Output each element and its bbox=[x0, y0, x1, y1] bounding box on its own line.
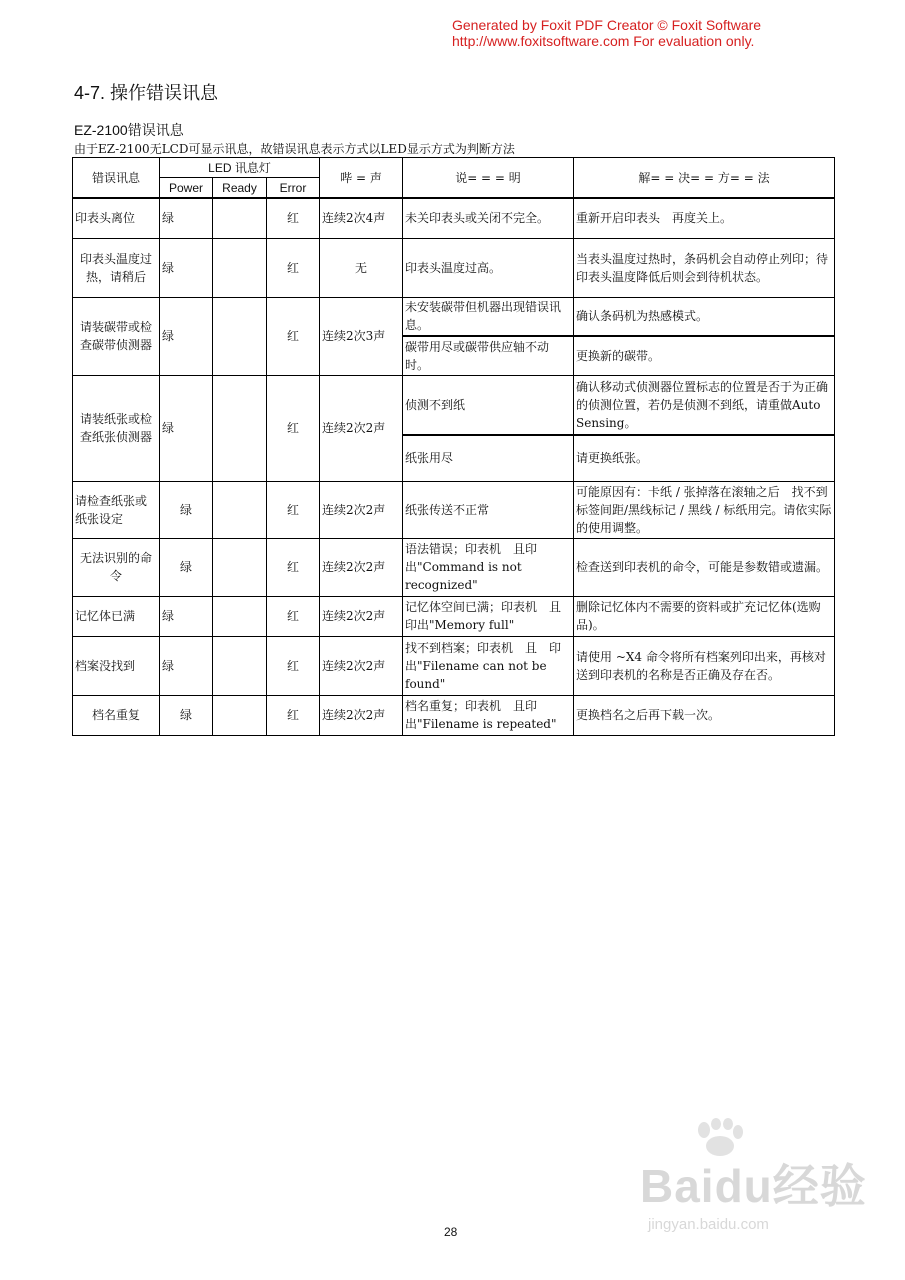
header-beep: 哔 = 声 bbox=[320, 158, 403, 199]
ready-cell bbox=[213, 238, 267, 297]
watermark-brand: Baidu经验 bbox=[640, 1160, 867, 1212]
solution-cell: 检查送到印表机的命令，可能是参数错或遗漏。 bbox=[574, 538, 835, 596]
error-msg-cell: 印表头温度过热，请稍后 bbox=[73, 238, 160, 297]
table-row bbox=[73, 695, 835, 735]
foxit-line1: Generated by Foxit PDF Creator © Foxit Software bbox=[452, 17, 762, 33]
header-led: LED 讯息灯 bbox=[160, 158, 320, 178]
explain-cell: 碳带用尽或碳带供应轴不动时。 bbox=[403, 336, 574, 375]
solution-cell: 删除记忆体内不需要的资料或扩充记忆体(选购品)。 bbox=[574, 596, 835, 636]
explain-cell: 记忆体空间已满；印表机 且印出"Memory full" bbox=[403, 596, 574, 636]
table-row bbox=[73, 481, 835, 538]
power-cell: 绿 bbox=[160, 538, 213, 596]
error-msg-cell: 请装碳带或检查碳带侦测器 bbox=[73, 297, 160, 375]
power-cell: 绿 bbox=[160, 375, 213, 481]
ready-cell bbox=[213, 375, 267, 481]
description: 由于EZ-2100无LCD可显示讯息，故错误讯息表示方式以LED显示方式为判断方法 bbox=[74, 142, 515, 156]
error-msg-cell: 请检查纸张或纸张设定 bbox=[73, 481, 160, 538]
header-solution: 解= = 决= = 方= = 法 bbox=[574, 158, 835, 199]
error-led-cell: 红 bbox=[267, 238, 320, 297]
solution-cell: 当表头温度过热时，条码机会自动停止列印；待印表头温度降低后则会到待机状态。 bbox=[574, 238, 835, 297]
power-cell: 绿 bbox=[160, 695, 213, 735]
beep-cell: 连续2次2声 bbox=[320, 596, 403, 636]
solution-cell: 确认条码机为热感模式。 bbox=[574, 297, 835, 336]
explain-cell: 档名重复；印表机 且印出"Filename is repeated" bbox=[403, 695, 574, 735]
explain-cell: 未安装碳带但机器出现错误讯息。 bbox=[403, 297, 574, 336]
ready-cell bbox=[213, 636, 267, 695]
beep-cell: 连续2次2声 bbox=[320, 636, 403, 695]
power-cell: 绿 bbox=[160, 238, 213, 297]
header-power: Power bbox=[160, 178, 213, 199]
watermark-url: jingyan.baidu.com bbox=[648, 1216, 769, 1233]
error-led-cell: 红 bbox=[267, 695, 320, 735]
ready-cell bbox=[213, 596, 267, 636]
explain-cell: 纸张传送不正常 bbox=[403, 481, 574, 538]
error-msg-cell: 印表头离位 bbox=[73, 198, 160, 238]
solution-cell: 更换档名之后再下载一次。 bbox=[574, 695, 835, 735]
solution-cell: 请更换纸张。 bbox=[574, 435, 835, 481]
power-cell: 绿 bbox=[160, 636, 213, 695]
ready-cell bbox=[213, 538, 267, 596]
ready-cell bbox=[213, 198, 267, 238]
error-led-cell: 红 bbox=[267, 481, 320, 538]
error-led-cell: 红 bbox=[267, 297, 320, 375]
beep-cell: 连续2次2声 bbox=[320, 695, 403, 735]
beep-cell: 连续2次2声 bbox=[320, 375, 403, 481]
table-row bbox=[73, 297, 835, 336]
power-cell: 绿 bbox=[160, 481, 213, 538]
foxit-watermark bbox=[452, 17, 761, 49]
header-error: Error bbox=[267, 178, 320, 199]
table-row bbox=[73, 375, 835, 435]
beep-cell: 连续2次4声 bbox=[320, 198, 403, 238]
section-title: 4-7. 操作错误讯息 bbox=[74, 83, 219, 103]
error-table bbox=[72, 157, 835, 736]
table-row bbox=[73, 636, 835, 695]
error-led-cell: 红 bbox=[267, 596, 320, 636]
power-cell: 绿 bbox=[160, 198, 213, 238]
explain-cell: 未关印表头或关闭不完全。 bbox=[403, 198, 574, 238]
solution-cell: 确认移动式侦测器位置标志的位置是否于为正确的侦测位置，若仍是侦测不到纸，请重做Auto Sensing。 bbox=[574, 375, 835, 435]
error-msg-cell: 无法识别的命令 bbox=[73, 538, 160, 596]
error-led-cell: 红 bbox=[267, 375, 320, 481]
table-row bbox=[73, 596, 835, 636]
error-msg-cell: 档名重复 bbox=[73, 695, 160, 735]
baidu-watermark bbox=[640, 1150, 867, 1233]
solution-cell: 更换新的碳带。 bbox=[574, 336, 835, 375]
power-cell: 绿 bbox=[160, 596, 213, 636]
foxit-line2: http://www.foxitsoftware.com For evaluation only. bbox=[452, 33, 755, 49]
beep-cell: 无 bbox=[320, 238, 403, 297]
header-explain: 说= = = 明 bbox=[403, 158, 574, 199]
header-ready: Ready bbox=[213, 178, 267, 199]
error-led-cell: 红 bbox=[267, 636, 320, 695]
error-led-cell: 红 bbox=[267, 538, 320, 596]
power-cell: 绿 bbox=[160, 297, 213, 375]
error-msg-cell: 记忆体已满 bbox=[73, 596, 160, 636]
page-number: 28 bbox=[444, 1225, 458, 1239]
ready-cell bbox=[213, 695, 267, 735]
explain-cell: 纸张用尽 bbox=[403, 435, 574, 481]
table-row bbox=[73, 238, 835, 297]
solution-cell: 请使用 ~X4 命令将所有档案列印出来，再核对送到印表机的名称是否正确及存在否。 bbox=[574, 636, 835, 695]
explain-cell: 找不到档案；印表机 且 印出"Filename can not be found" bbox=[403, 636, 574, 695]
subsection-title: EZ-2100错误讯息 bbox=[74, 122, 184, 138]
beep-cell: 连续2次2声 bbox=[320, 481, 403, 538]
header-error-msg: 错误讯息 bbox=[73, 158, 160, 199]
solution-cell: 重新开启印表头 再度关上。 bbox=[574, 198, 835, 238]
table-row bbox=[73, 198, 835, 238]
table-row bbox=[73, 538, 835, 596]
explain-cell: 印表头温度过高。 bbox=[403, 238, 574, 297]
explain-cell: 侦测不到纸 bbox=[403, 375, 574, 435]
solution-cell: 可能原因有：卡纸 / 张掉落在滚轴之后 找不到标签间距/黑线标记 / 黑线 / 标纸用完。请依实际的使用调整。 bbox=[574, 481, 835, 538]
beep-cell: 连续2次2声 bbox=[320, 538, 403, 596]
error-msg-cell: 请装纸张或检查纸张侦测器 bbox=[73, 375, 160, 481]
explain-cell: 语法错误；印表机 且印出"Command is not recognized" bbox=[403, 538, 574, 596]
ready-cell bbox=[213, 297, 267, 375]
beep-cell: 连续2次3声 bbox=[320, 297, 403, 375]
header-row bbox=[73, 158, 835, 178]
ready-cell bbox=[213, 481, 267, 538]
error-led-cell: 红 bbox=[267, 198, 320, 238]
error-msg-cell: 档案没找到 bbox=[73, 636, 160, 695]
